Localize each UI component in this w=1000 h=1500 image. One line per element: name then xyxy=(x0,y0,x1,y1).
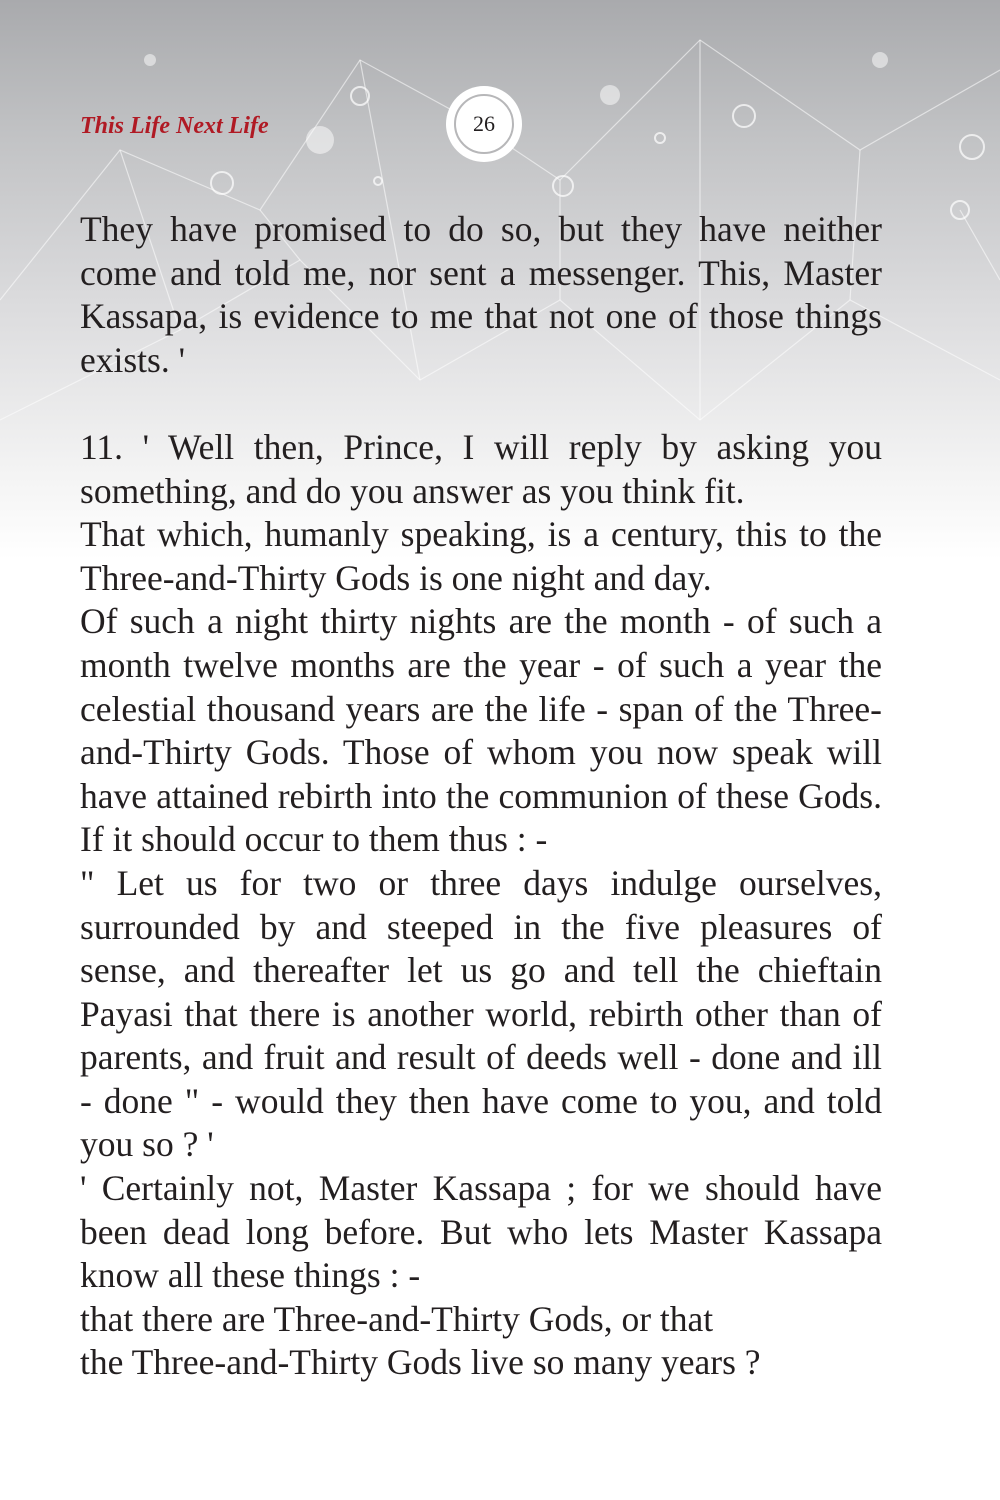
paragraph: ' Certainly not, Master Kassapa ; for we should have been dead long before. But who lets Master Kassapa know all these things : - xyxy=(80,1168,882,1296)
book-title: This Life Next Life xyxy=(80,113,269,139)
paragraph: that there are Three-and-Thirty Gods, or that xyxy=(80,1298,714,1339)
paragraph: the Three-and-Thirty Gods live so many years ? xyxy=(80,1342,761,1383)
paragraph: 11. ' Well then, Prince, I will reply by asking you something, and do you answer as you think fit. xyxy=(80,426,882,511)
paragraph: They have promised to do so, but they have neither come and told me, nor sent a messenger. This, Master Kassapa, is evidence to me that not one of those things exists. ' xyxy=(80,209,882,380)
page-body xyxy=(80,208,882,1385)
paragraph: Of such a night thirty nights are the month - of such a month twelve months are the year - of such a year the celestial thousand years are the life - span of the Three-and-Thirty Gods. Those of whom you now speak will have attained rebirth into the communion of these Gods. If it should occur to them thus : - xyxy=(80,601,882,860)
page-number: 26 xyxy=(454,94,514,154)
page-number-badge xyxy=(446,86,522,162)
paragraph: That which, humanly speaking, is a century, this to the Three-and-Thirty Gods is one night and day. xyxy=(80,514,882,598)
paragraph: " Let us for two or three days indulge ourselves, surrounded by and steeped in the five pleasures of sense, and thereafter let us go and tell the chieftain Payasi that there is another world, rebirth other than of parents, and fruit and result of deeds well - done and ill - done " - would they then have come to you, and told you so ? ' xyxy=(80,862,882,1165)
